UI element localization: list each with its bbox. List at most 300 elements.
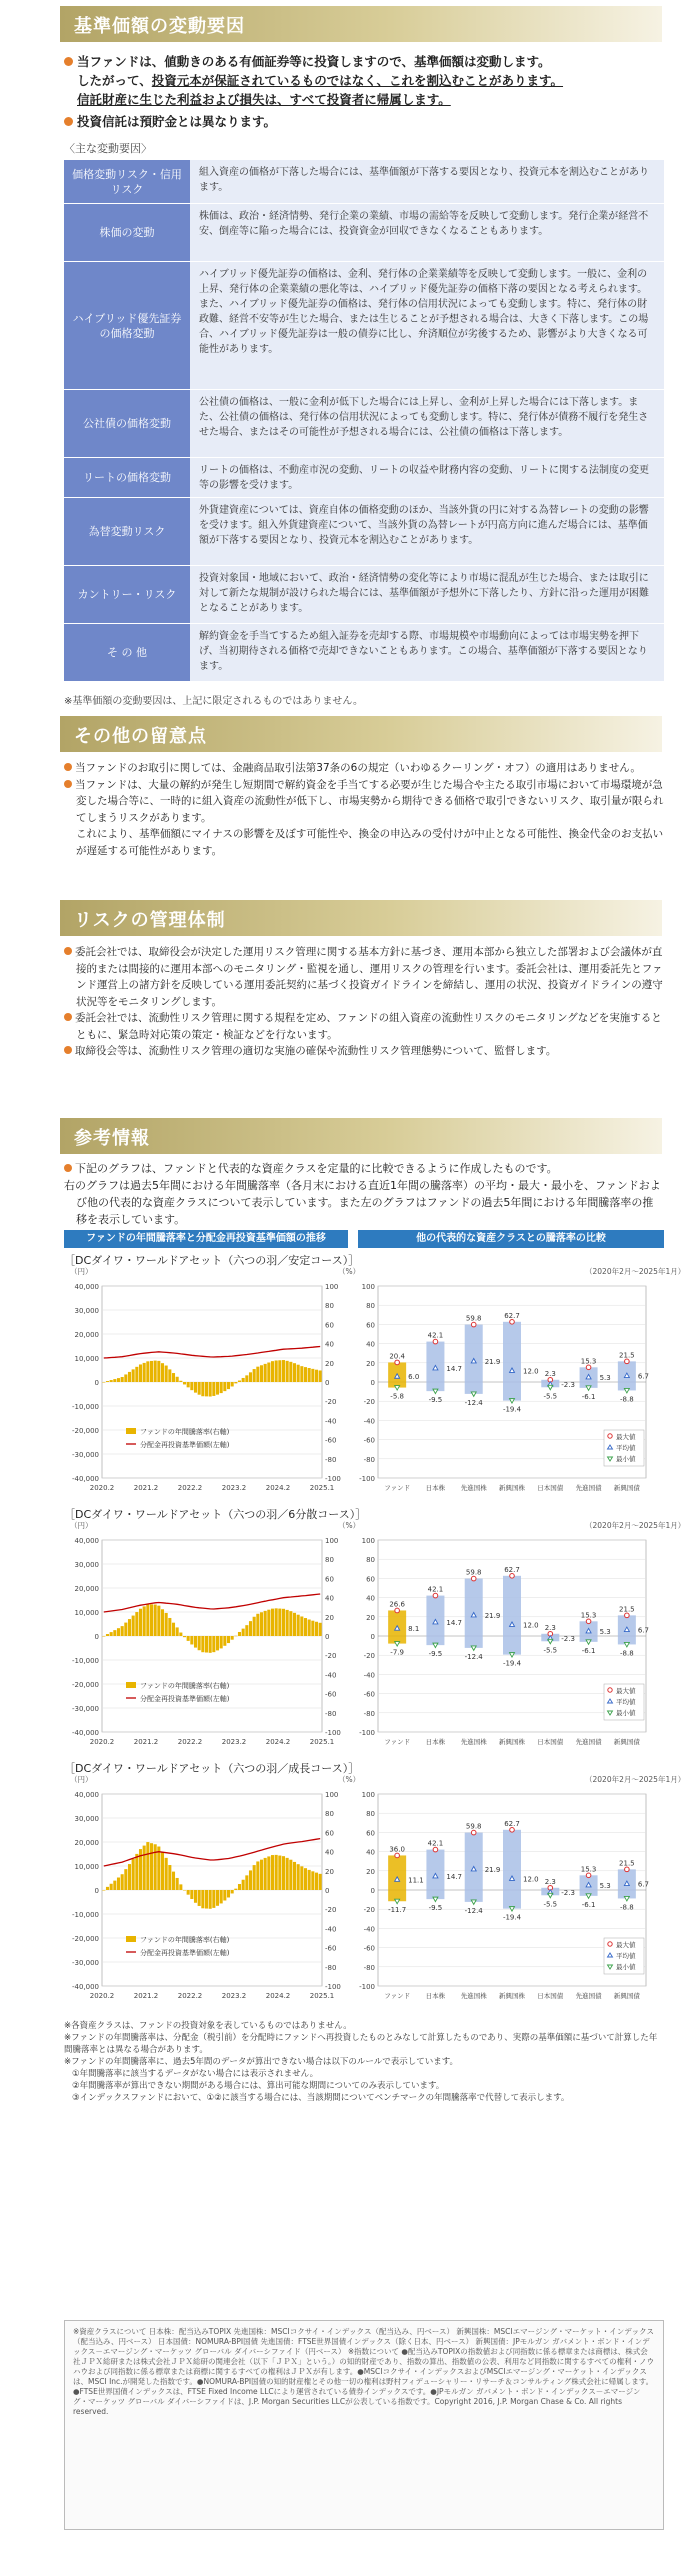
min-label: -5.5 [543,1392,558,1401]
y-tick-right: 40 [325,1340,334,1349]
min-label: -11.7 [388,1906,407,1915]
return-bar [271,1361,274,1382]
x-tick-label: 2021.2 [133,1738,159,1746]
return-bar [267,1363,270,1382]
min-label: -5.5 [543,1646,558,1655]
bullet-dot-icon [64,1046,72,1054]
return-bar [146,1842,149,1890]
return-bar [132,1859,135,1890]
risk-text: 投資対象国・地域において、政治・経済情勢の変化等により市場に混乱が生じた場合、または取引に対して新たな規制が設けられた場合には、基準価額が予想外に下落したり、方針に沿った運用が困難となることがあります。 [190,566,664,623]
return-bar [143,1846,146,1890]
section-header-reference [60,1118,662,1154]
return-bar [275,1855,278,1890]
x-tick-label: 2023.2 [221,1484,247,1492]
legend-label: 最小値 [616,1709,636,1717]
max-marker [395,1360,400,1365]
return-bar [260,1860,263,1890]
return-bar [121,1626,124,1636]
avg-label: 12.0 [523,1875,539,1884]
y-tick-right: 60 [325,1321,334,1330]
risk-text: 公社債の価格は、一般に金利が低下した場合には上昇し、金利が上昇した場合には下落します。また、公社債の価格は、発行体の信用状況によっても変動します。特に、発行体が債務不履行を発生させた場合、またはその可能性が予想される場合には、公社債の価格は下落します。 [190,390,664,457]
return-bar [289,1362,292,1382]
return-bar [157,1606,160,1636]
return-bar [194,1890,197,1903]
y-tick-left: 0 [94,1887,99,1895]
y-tick: 20 [366,1613,375,1622]
risk-text: リートの価格は、不動産市況の変動、リートの収益や財務内容の変動、リートに関する法制度の変更等の影響を受けます。 [190,458,664,497]
x-tick-label: 2025.1 [309,1992,335,2000]
y-tick-right: -100 [325,1729,341,1737]
risk-text: 外貨建資産については、資産自体の価格変動のほか、当該外貨の円に対する為替レートの変動の影響を受けます。組入外貨建資産について、当該外貨の為替レートが円高方向に進んだ場合には、基準価額が下落する要因となり、投資元本を割込むことがあります。 [190,498,664,565]
y-tick: -40 [363,1417,375,1426]
return-bar [234,1636,237,1637]
category-label: 新興国債 [613,1484,640,1492]
return-bar [121,1377,124,1382]
return-bar [216,1890,219,1906]
risk-row [64,262,664,390]
y-tick-left: 20,000 [74,1585,99,1593]
legend-label: 分配金再投資基準価額(左軸) [140,1441,230,1449]
category-label: 新興国債 [613,1992,640,2000]
return-bar [227,1382,230,1389]
return-bar [124,1374,127,1382]
risk-label: そ の 他 [64,624,190,681]
legend-max-marker [608,1942,612,1946]
return-bar [264,1364,267,1382]
return-bar [198,1382,201,1395]
return-bar [256,1367,259,1382]
max-marker [510,1828,515,1833]
y-tick: -60 [363,1944,375,1953]
y-tick-right: -20 [325,1906,337,1915]
min-label: -8.8 [620,1395,634,1404]
return-bar [110,1632,113,1636]
y-tick-left: -10,000 [71,1403,99,1411]
return-bar [117,1378,120,1382]
return-bar [194,1636,197,1648]
return-bar [102,1890,105,1891]
category-label: 日本株 [425,1738,446,1746]
return-bar [304,1868,307,1890]
category-label: 新興国株 [499,1992,525,2000]
max-label: 15.3 [580,1357,597,1366]
chart-title: ［DCダイワ・ワールドアセット（六つの羽／成長コース）］ [64,1762,360,1775]
y-tick: 0 [370,1887,375,1895]
return-bar [293,1613,296,1636]
fund-history-chart [64,1532,354,1758]
y-tick: -80 [363,1963,375,1972]
return-bar [238,1884,241,1890]
x-tick-label: 2025.1 [309,1484,335,1492]
avg-label: 6.7 [637,1372,649,1381]
max-label: 20.4 [389,1352,405,1361]
chart-note: ①年間騰落率に該当するデータがない場合には表示されません。 [72,2069,319,2079]
return-bar [128,1864,131,1890]
risk-label: 公社債の価格変動 [64,390,190,457]
category-label: ファンド [384,1992,411,2000]
return-bar [157,1361,160,1382]
y-tick-left: 10,000 [74,1355,99,1363]
legend-label: 最小値 [616,1455,636,1463]
y-tick-right: -60 [325,1690,337,1699]
avg-label: 6.7 [637,1880,649,1889]
intro-bullet-1 [64,52,664,71]
return-bar [168,1369,171,1382]
y-tick-right: 60 [325,1575,334,1584]
risk-label: リートの価格変動 [64,458,190,497]
return-bar [220,1890,223,1903]
return-bar [311,1871,314,1890]
max-marker [471,1830,476,1835]
y-tick-right: 80 [325,1810,334,1819]
return-bar [253,1369,256,1382]
return-bar [176,1377,179,1382]
category-label: 先進国株 [460,1992,487,2000]
y-tick: -60 [363,1436,375,1445]
risk-text: 組入資産の価格が下落した場合には、基準価額が下落する要因となり、投資元本を割込むことがあります。 [190,160,664,203]
avg-label: 11.1 [408,1876,424,1885]
y-tick: -40 [363,1925,375,1934]
return-bar [161,1852,164,1890]
risk-label: 株価の変動 [64,204,190,261]
y-tick: 60 [366,1829,375,1838]
y-tick-right: -80 [325,1963,337,1972]
index-disclaimer-box [64,2320,664,2530]
return-bar [311,1621,314,1636]
return-bar [300,1366,303,1382]
return-bar [124,1623,127,1636]
y-tick-right: 60 [325,1829,334,1838]
chart-period: （2020年2月～2025年1月） [585,1267,686,1276]
legend-label: ファンドの年間騰落率(右軸) [140,1428,230,1436]
intro-text-4: 投資信託は預貯金とは異なります。 [77,114,277,129]
return-bar [253,1617,256,1636]
max-label: 42.1 [427,1839,444,1848]
section-title: 基準価額の変動要因 [74,16,245,37]
return-bar [183,1382,186,1384]
return-bar [319,1874,322,1890]
y-tick-right: 0 [325,1887,330,1895]
max-marker [625,1613,630,1618]
return-bar [297,1365,300,1382]
risk-row [64,458,664,498]
max-marker [433,1847,438,1852]
min-label: -12.4 [464,1398,483,1407]
max-label: 62.7 [504,1819,520,1828]
y-tick-right: -80 [325,1709,337,1718]
min-label: -9.5 [428,1904,443,1913]
min-label: -5.5 [543,1900,558,1909]
return-bar [245,1875,248,1890]
return-bar [179,1884,182,1890]
max-label: 26.6 [389,1600,405,1609]
min-label: -12.4 [464,1906,483,1915]
return-bar [242,1880,245,1890]
return-bar [143,1363,146,1382]
return-bar [187,1636,190,1641]
return-bar [293,1363,296,1382]
y-tick-left: -40,000 [71,1475,99,1483]
return-bar [249,1621,252,1636]
max-label: 36.0 [389,1845,405,1854]
return-bar [256,1614,259,1636]
y-tick-right: 80 [325,1556,334,1565]
legend-label: 最大値 [616,1433,636,1441]
return-bar [143,1606,146,1636]
ref-text: 下記のグラフは、ファンドと代表的な資産クラスを定量的に比較できるように作成したものです。 [75,1162,558,1175]
return-bar [201,1890,204,1908]
return-bar [168,1865,171,1890]
return-bar [286,1361,289,1382]
return-bar [315,1370,318,1382]
max-marker [510,1320,515,1325]
avg-label: 21.9 [484,1865,501,1874]
other-text: 当ファンドは、大量の解約が発生し短期間で解約資金を手当てする必要が生じた場合や主たる取引市場において市場環境が急変した場合等に、一時的に組入資産の流動性が低下し、市場実勢から期待できる価格で取引できないリスク、取引量が限られてしまうリスクがあります。 [75,778,664,824]
mgmt-item [64,1010,664,1043]
return-bar [179,1633,182,1636]
return-bar [117,1628,120,1636]
chart-notes [64,2020,664,2104]
section-title: その他の留意点 [74,726,207,747]
category-label: 日本国債 [537,1738,564,1746]
fund-history-chart [64,1278,354,1504]
return-bar [165,1613,168,1636]
legend-label: ファンドの年間騰落率(右軸) [140,1682,230,1690]
y-tick-left: -10,000 [71,1911,99,1919]
chart-unit-right: （%） [338,1521,361,1530]
return-bar [282,1609,285,1636]
return-bar [121,1874,124,1890]
y-tick-right: -20 [325,1652,337,1661]
intro-text-3: 信託財産に生じた利益および損失は、すべて投資者に帰属します。 [77,92,451,107]
avg-label: 6.7 [637,1626,649,1635]
asset-class-comparison-chart [354,1532,666,1758]
min-label: -8.8 [620,1649,634,1658]
return-bar [242,1629,245,1636]
return-bar [297,1864,300,1890]
category-label: 日本国債 [537,1992,564,2000]
max-label: 15.3 [580,1865,597,1874]
intro-line-2 [77,71,667,90]
chart-unit-left: （円） [70,1775,93,1784]
return-bar [183,1890,186,1891]
x-tick-label: 2022.2 [177,1992,203,2000]
return-bar [212,1382,215,1396]
other-item [64,760,664,777]
return-bar [106,1634,109,1636]
bullet-dot-icon [64,780,72,788]
bullet-dot-icon [64,117,73,126]
legend-label: 平均値 [616,1952,636,1960]
return-bar [179,1381,182,1382]
legend-label: 分配金再投資基準価額(左軸) [140,1695,230,1703]
asset-class-comparison-chart [354,1786,666,2012]
return-bar [249,1870,252,1890]
return-bar [205,1382,208,1396]
intro-text-2a: したがって、 [77,73,152,88]
return-bar [154,1361,157,1382]
return-bar [264,1858,267,1890]
category-label: ファンド [384,1484,411,1492]
min-label: -9.5 [428,1650,443,1659]
return-bar [183,1636,186,1637]
mgmt-notes [64,944,664,1060]
legend-label: 平均値 [616,1444,636,1452]
chart-note: ※各資産クラスは、ファンドの投資対象を表しているものではありません。 [64,2021,352,2031]
return-bar [245,1375,248,1382]
return-bar [227,1636,230,1643]
return-bar [286,1610,289,1636]
return-bar [150,1604,153,1636]
y-tick-left: -30,000 [71,1959,99,1967]
return-bar [278,1360,281,1382]
y-tick-right: 20 [325,1867,334,1876]
return-bar [165,1858,168,1890]
x-tick-label: 2020.2 [89,1738,115,1746]
risk-label: ハイブリッド優先証券の価格変動 [64,262,190,389]
chart-period: （2020年2月～2025年1月） [585,1775,686,1784]
risk-label: 為替変動リスク [64,498,190,565]
return-bar [128,1619,131,1636]
return-bar [209,1890,212,1909]
bullet-dot-icon [64,763,72,771]
max-label: 2.3 [544,1369,556,1378]
risk-table [64,160,664,682]
risk-text: ハイブリッド優先証券の価格は、金利、発行体の企業業績等を反映して変動します。一般に、金利の上昇、発行体の企業業績の悪化等は、ハイブリッド優先証券の価格下落の要因となる考えられます。また、ハイブリッド優先証券の価格は、発行体の信用状況によっても変動します。特に、発行体の財政難、経営不安等が生じた場合、または生じることが予想される場合は、大きく下落します。この場合、ハイブリッド優先証券は一般の債券に比し、弁済順位が劣後するため、影響がより大きくなる可能性があります。 [190,262,664,389]
legend-max-marker [608,1434,612,1438]
risk-row [64,498,664,566]
chart-note: ※ファンドの年間騰落率に、過去5年間のデータが算出できない場合は以下のルールで表示しています。 [64,2057,459,2067]
return-bar [135,1367,138,1382]
return-bar [227,1890,230,1897]
y-tick-left: -40,000 [71,1729,99,1737]
return-bar [201,1382,204,1396]
y-tick-left: -10,000 [71,1657,99,1665]
category-label: ファンド [384,1738,411,1746]
max-marker [471,1576,476,1581]
y-tick: 40 [366,1340,375,1349]
y-tick: 20 [366,1867,375,1876]
risk-row [64,204,664,262]
y-tick-left: 40,000 [74,1537,99,1545]
other-item [64,826,664,859]
return-bar [165,1366,168,1382]
return-bar [139,1609,142,1636]
y-tick-right: 20 [325,1613,334,1622]
legend-label: 最大値 [616,1687,636,1695]
x-tick-label: 2022.2 [177,1738,203,1746]
return-bar [198,1636,201,1650]
y-tick-right: 80 [325,1302,334,1311]
max-marker [433,1339,438,1344]
y-tick-right: 100 [325,1283,339,1291]
x-tick-label: 2024.2 [265,1484,291,1492]
range-bar [503,1322,521,1401]
return-bar [209,1382,212,1397]
return-bar [223,1890,226,1901]
asset-class-comparison-chart [354,1278,666,1504]
return-bar [168,1618,171,1636]
return-bar [146,1361,149,1382]
avg-label: -2.3 [561,1381,575,1390]
y-tick-left: 10,000 [74,1609,99,1617]
legend-swatch-bars [126,1936,136,1942]
return-bar [275,1608,278,1636]
return-bar [260,1612,263,1636]
return-bar [278,1609,281,1636]
right-chart-bar-title: 他の代表的な資産クラスとの騰落率の比較 [358,1230,664,1248]
y-tick: -100 [359,1475,375,1483]
mgmt-text: 委託会社では、流動性リスク管理に関する規程を定め、ファンドの組入資産の流動性リスクのモニタリングなどを実施するとともに、緊急時対応策の策定・検証などを行ないます。 [75,1012,662,1041]
y-tick-right: -40 [325,1925,337,1934]
y-tick: -80 [363,1455,375,1464]
return-bar [154,1605,157,1636]
y-tick-right: 40 [325,1594,334,1603]
y-tick-left: 0 [94,1633,99,1641]
category-label: 先進国債 [575,1992,602,2000]
return-bar [231,1636,234,1640]
return-bar [216,1382,219,1395]
x-tick-label: 2025.1 [309,1738,335,1746]
y-tick: -100 [359,1729,375,1737]
min-label: -8.8 [620,1903,634,1912]
y-tick-left: -30,000 [71,1705,99,1713]
return-bar [293,1862,296,1890]
legend-label: ファンドの年間騰落率(右軸) [140,1936,230,1944]
chart-title: ［DCダイワ・ワールドアセット（六つの羽／安定コース）］ [64,1254,360,1267]
x-tick-label: 2024.2 [265,1738,291,1746]
legend-max-marker [608,1688,612,1692]
return-bar [231,1382,234,1386]
x-tick-label: 2020.2 [89,1992,115,2000]
y-tick: -100 [359,1983,375,1991]
risk-row [64,624,664,682]
y-tick: 100 [361,1283,375,1291]
return-bar [220,1382,223,1393]
mgmt-text: 委託会社では、取締役会が決定した運用リスク管理に関する基本方針に基づき、運用本部から独立した部署および会議体が直接的または間接的に運用本部へのモニタリング・監視を通し、運用リスクの管理を行います。委託会社は、運用委託先とファンド運営上の諸方針を反映している運用委託契約に基づく投資ガイドラインを締結し、運用の状況、投資ガイドラインの遵守状況等をモニタリングします。 [75,946,663,1008]
y-tick: -60 [363,1690,375,1699]
return-bar [205,1636,208,1653]
x-tick-label: 2020.2 [89,1484,115,1492]
y-tick-right: 20 [325,1359,334,1368]
chart-unit-right: （%） [338,1775,361,1784]
y-tick-left: 40,000 [74,1791,99,1799]
return-bar [194,1382,197,1393]
y-tick-right: -40 [325,1417,337,1426]
category-label: 新興国株 [499,1484,525,1492]
y-tick: 40 [366,1848,375,1857]
return-bar [216,1636,219,1650]
max-marker [586,1873,591,1878]
y-tick-right: -80 [325,1455,337,1464]
y-tick: 80 [366,1302,375,1311]
return-bar [132,1616,135,1636]
fund-history-chart [64,1786,354,2012]
other-item [64,777,664,827]
y-tick-left: 20,000 [74,1839,99,1847]
return-bar [253,1865,256,1890]
y-tick-left: -40,000 [71,1983,99,1991]
min-label: -19.4 [502,1913,522,1922]
ref-line [64,1160,664,1177]
return-bar [190,1890,193,1899]
max-marker [395,1853,400,1858]
y-tick-left: -20,000 [71,1681,99,1689]
y-tick-right: -20 [325,1398,337,1407]
avg-label: -2.3 [561,1889,575,1898]
return-bar [304,1367,307,1382]
mgmt-text: 取締役会等は、流動性リスク管理の適切な実施の確保や流動性リスク管理態勢について、監督します。 [75,1045,557,1057]
